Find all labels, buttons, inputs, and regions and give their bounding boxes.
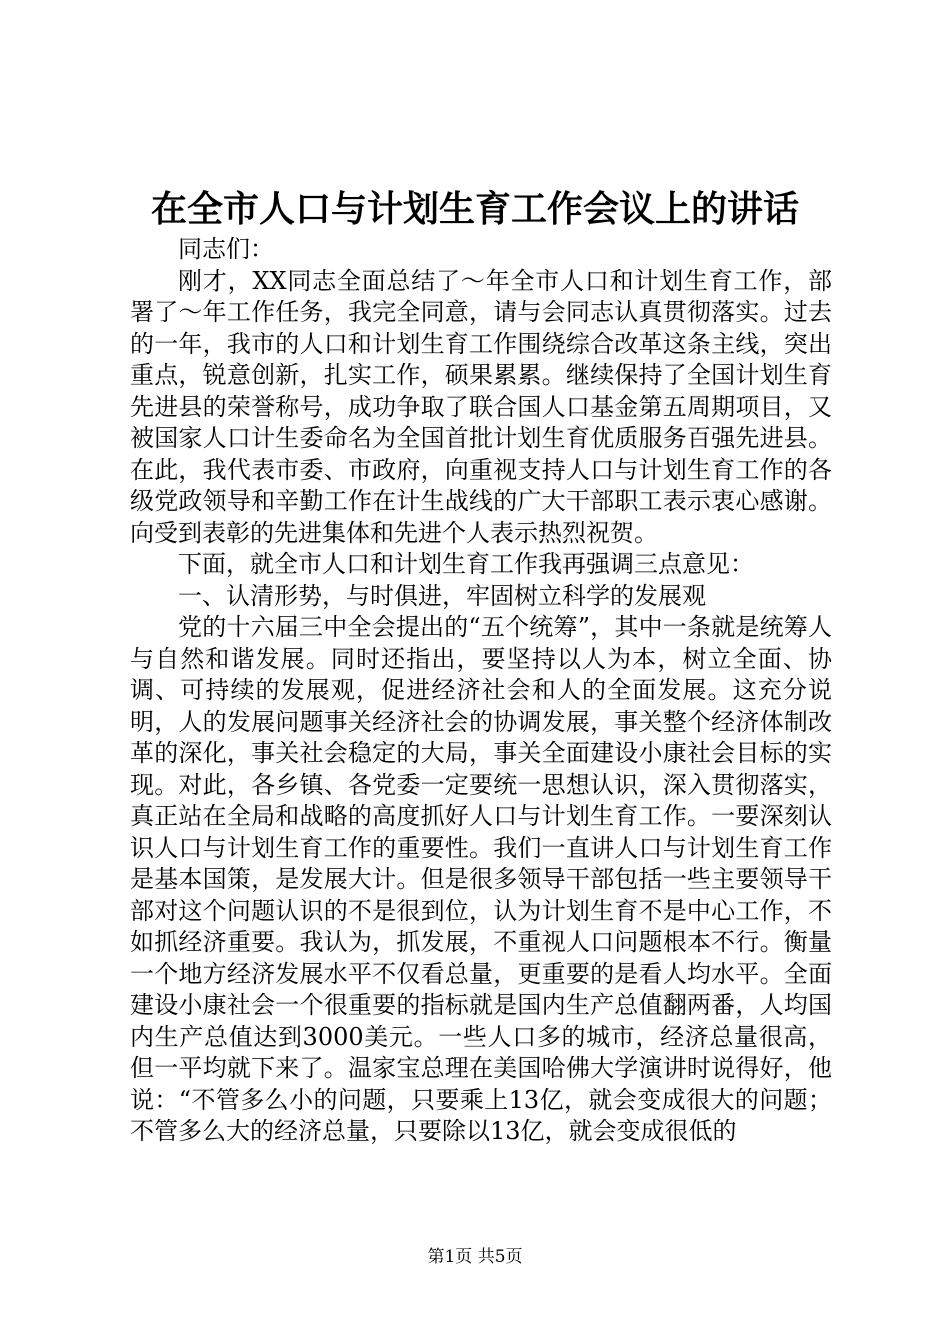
body-paragraph: 下面，就全市人口和计划生育工作我再强调三点意见：	[178, 550, 754, 578]
section-heading: 一、认清形势，与时俱进，牢固树立科学的发展观	[178, 581, 706, 610]
page-footer: 第1页 共5页	[427, 1247, 523, 1267]
salutation-paragraph: 同志们：	[178, 235, 274, 263]
document-body	[130, 234, 832, 1148]
body-paragraph: 党的十六届三中全会提出的“五个统筹”，其中一条就是统筹人与自然和谐发展。同时还指出，要坚持以人为本，树立全面、协调、可持续的发展观，促进经济社会和人的全面发展。这充分说明，人的发展问题事关经济社会的协调发展，事关整个经济体制改革的深化，事关社会稳定的大局，事关全面建设小康社会目标的实现。对此，各乡镇、各党委一定要统一思想认识，深入贯彻落实，真正站在全局和战略的高度抓好人口与计划生育工作。一要深刻认识人口与计划生育工作的重要性。我们一直讲人口与计划生育工作是基本国策，是发展大计。但是很多领导干部包括一些主要领导干部对这个问题认识的不是很到位，认为计划生育不是中心工作，不如抓经济重要。我认为，抓发展，不重视人口问题根本不行。衡量一个地方经济发展水平不仅看总量，更重要的是看人均水平。全面建设小康社会一个很重要的指标就是国内生产总值翻两番，人均国内生产总值达到3000美元。一些人口多的城市，经济总量很高，但一平均就下来了。温家宝总理在美国哈佛大学演讲时说得好，他说：“不管多么小的问题，只要乘上13亿，就会变成很大的问题；不管多么大的经济总量，只要除以13亿，就会变成很低的	[130, 613, 832, 1145]
document-title: 在全市人口与计划生育工作会议上的讲话	[150, 188, 799, 230]
body-paragraph: 刚才，XX同志全面总结了～年全市人口和计划生育工作，部署了～年工作任务，我完全同意，请与会同志认真贯彻落实。过去的一年，我市的人口和计划生育工作围绕综合改革这条主线，突出重点，锐意创新，扎实工作，硕果累累。继续保持了全国计划生育先进县的荣誉称号，成功争取了联合国人口基金第五周期项目，又被国家人口计生委命名为全国首批计划生育优质服务百强先进县。在此，我代表市委、市政府，向重视支持人口与计划生育工作的各级党政领导和辛勤工作在计生战线的广大干部职工表示衷心感谢。向受到表彰的先进集体和先进个人表示热烈祝贺。	[130, 266, 832, 547]
